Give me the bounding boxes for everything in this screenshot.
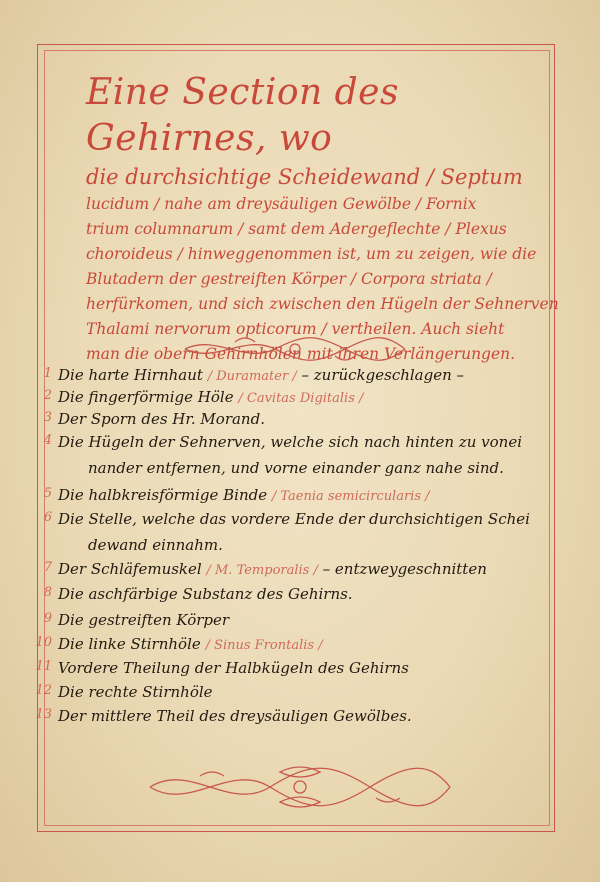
item-text: Die harte Hirnhaut [58,366,203,384]
item-text: Die Hügeln der Sehnerven, welche sich nach hinten zu vonei [58,433,523,451]
item-text: Die rechte Stirnhöle [58,683,213,701]
item-number: 12 [35,683,52,698]
item-text-continued: dewand einnahm. [88,536,223,554]
item-number: 5 [43,486,52,501]
title-first-line: Eine Section des Gehirnes, wo [86,72,399,159]
item-text: Die gestreiften Körper [58,611,230,629]
title-line: Blutadern der gestreiften Körper / Corpora striata / [86,270,492,288]
item-number: 11 [35,659,52,674]
item-note: – zurückgeschlagen – [301,366,465,384]
item-number: 6 [43,510,52,525]
item-number: 7 [43,560,52,575]
item-text: Der mittlere Theil des dreysäuligen Gewölbes. [58,707,412,725]
title-line: choroideus / hinweggenommen ist, um zu zeigen, wie die [86,245,537,263]
item-latin: / Sinus Frontalis / [205,638,323,653]
title-line: die durchsichtige Scheidewand / Septum [86,165,523,189]
title-block [86,70,559,367]
title-line: herfürkomen, und sich zwischen den Hügeln der Sehnerven [86,295,559,313]
item-number: 2 [43,388,52,403]
item-latin: / M. Temporalis / [206,563,318,578]
item-number: 8 [43,585,52,600]
title-line: Thalami nervorum opticorum / vertheilen. Auch sieht [86,320,505,338]
item-text: Der Schläfemuskel [58,560,202,578]
item-number: 10 [35,635,52,650]
title-line: man die obern Gehirnhölen mit ihren Verlängerungen. [86,345,516,363]
item-text: Die aschfärbige Substanz des Gehirns. [58,585,353,603]
item-text: Die linke Stirnhöle [58,635,201,653]
flourish-ornament-bottom [140,762,460,812]
item-number: 3 [43,410,52,425]
title-line: trium columnarum / samt dem Adergeflechte / Plexus [86,220,507,238]
title-line: lucidum / nahe am dreysäuligen Gewölbe / Fornix [86,195,477,213]
item-latin: / Cavitas Digitalis / [238,391,364,406]
item-number: 1 [43,366,52,381]
item-text: Die Stelle, welche das vordere Ende der durchsichtigen Schei [58,510,530,528]
item-text: Vordere Theilung der Halbkügeln des Gehirns [58,659,409,677]
item-text: Die halbkreisförmige Binde [58,486,268,504]
item-note: – entzweygeschnitten [322,560,487,578]
item-latin: / Duramater / [207,369,297,384]
item-number: 9 [43,611,52,626]
flourish-ornament-top [175,332,415,366]
item-latin: / Taenia semicircularis / [271,489,430,504]
item-text: Die fingerförmige Höle [58,388,234,406]
item-text: Der Sporn des Hr. Morand. [58,410,265,428]
item-number: 13 [35,707,52,722]
item-text-continued: nander entfernen, und vorne einander ganz nahe sind. [88,459,504,477]
item-number: 4 [43,433,52,448]
